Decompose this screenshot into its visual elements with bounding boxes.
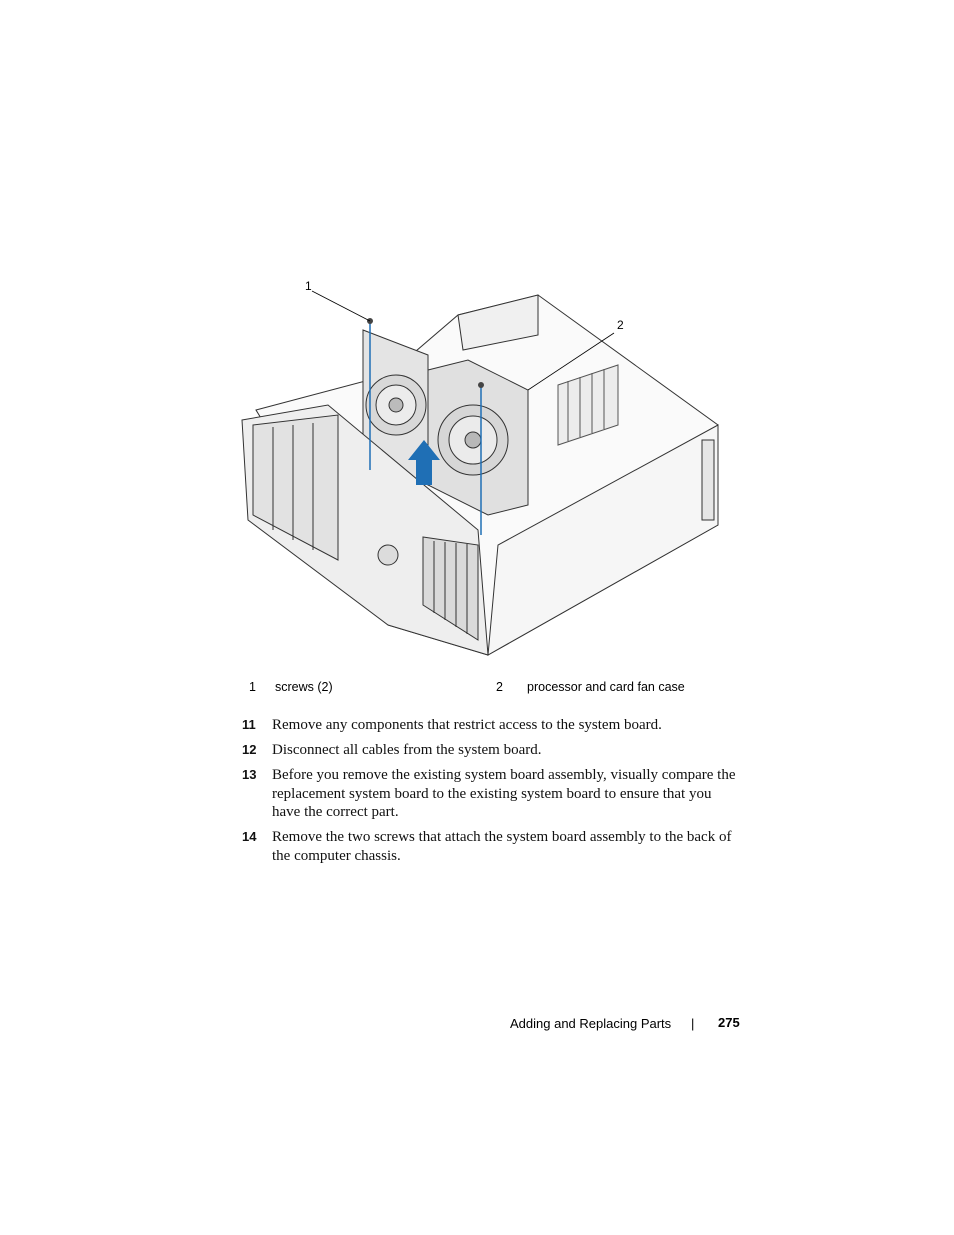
legend-num-1: 1 xyxy=(249,680,256,694)
footer-section-title: Adding and Replacing Parts xyxy=(510,1016,672,1031)
step-number: 13 xyxy=(242,767,257,782)
page-number: 275 xyxy=(718,1015,740,1030)
callout-1: 1 xyxy=(305,279,312,293)
legend-label-2: processor and card fan case xyxy=(527,680,685,694)
step-text: Remove the two screws that attach the system board assembly to the back of the computer chassis. xyxy=(272,829,732,864)
step-text: Disconnect all cables from the system board. xyxy=(272,742,542,758)
step-number: 12 xyxy=(242,742,257,757)
step-number: 11 xyxy=(242,717,256,732)
callout-2: 2 xyxy=(617,318,624,332)
legend-num-2: 2 xyxy=(496,680,503,694)
footer-separator: | xyxy=(691,1016,695,1031)
step-number: 14 xyxy=(242,829,257,844)
legend-label-1: screws (2) xyxy=(275,680,333,694)
step-text: Before you remove the existing system board assembly, visually compare the replacement system board to the existing system board to ensure that you have the correct part. xyxy=(272,767,736,820)
computer-fan-case-illustration xyxy=(238,275,722,665)
step-text: Remove any components that restrict access to the system board. xyxy=(272,717,662,733)
